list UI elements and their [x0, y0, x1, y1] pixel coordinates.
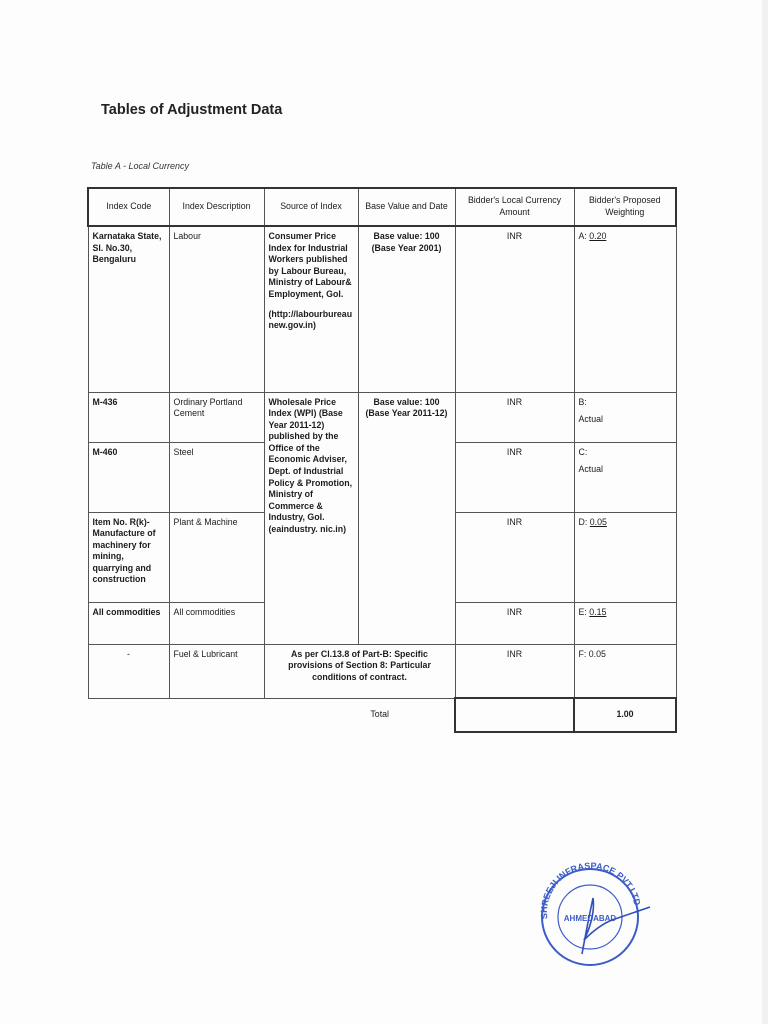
svg-text:AHMEDABAD: AHMEDABAD [563, 914, 617, 923]
cell-weight: F: 0.05 [574, 644, 676, 698]
table-row-cement [88, 392, 676, 442]
total-amount-cell [455, 698, 574, 732]
company-stamp-seal [530, 862, 655, 972]
cell-currency: INR [455, 226, 574, 392]
header-source-of-index: Source of Index [264, 188, 358, 226]
cell-weight [574, 226, 676, 392]
cell-description: Steel [169, 442, 264, 512]
table-row-fuel [88, 644, 676, 698]
cell-code: M-436 [88, 392, 169, 442]
cell-description: Labour [169, 226, 264, 392]
cell-weight [574, 602, 676, 644]
weight-value: 0.05 [589, 516, 607, 527]
weight-value: 0.15 [589, 606, 607, 617]
cell-weight [574, 512, 676, 602]
cell-weight [574, 442, 676, 512]
cell-wpi-base: Base value: 100 (Base Year 2011-12) [358, 392, 455, 644]
total-label: Total [370, 709, 389, 720]
table-row-labour [88, 226, 676, 392]
weight-letter: E: [578, 606, 587, 617]
cell-description: Fuel & Lubricant [169, 644, 264, 698]
weight-letter: B: [578, 396, 587, 407]
cell-code: - [88, 644, 169, 698]
cell-currency: INR [455, 392, 574, 442]
weight-letter: D: [578, 516, 588, 527]
cell-source [264, 226, 358, 392]
table-caption: Table A - Local Currency [91, 161, 190, 171]
source-text: Consumer Price Index for Industrial Workers published by Labour Bureau, Ministry of Labour& Employment, GoI. [268, 231, 352, 299]
header-index-code: Index Code [88, 188, 169, 226]
cell-base: Base value: 100 (Base Year 2001) [358, 226, 455, 392]
cell-weight [574, 392, 676, 442]
document-title: Tables of Adjustment Data [101, 102, 283, 118]
cell-currency: INR [455, 442, 574, 512]
table-row-total [88, 698, 676, 732]
svg-text:SHREEJI INFRASPACE PVT.LTD: SHREEJI INFRASPACE PVT.LTD [538, 862, 643, 920]
cell-fuel-source: As per Cl.13.8 of Part-B: Specific provisions of Section 8: Particular conditions of contract. [264, 644, 455, 698]
total-weight: 1.00 [574, 698, 676, 732]
cell-code: M-460 [88, 442, 169, 512]
cell-currency: INR [455, 602, 574, 644]
weight-value: Actual [578, 464, 603, 475]
source-link: (http://labourbureaunew.gov.in) [268, 308, 353, 331]
cell-description: Plant & Machine [169, 512, 264, 602]
weight-letter: C: [578, 446, 588, 457]
page-edge [762, 0, 768, 1024]
header-proposed-weighting: Bidder's Proposed Weighting [574, 188, 676, 226]
weight-value: Actual [578, 414, 603, 425]
header-index-description: Index Description [169, 188, 264, 226]
cell-currency: INR [455, 644, 574, 698]
cell-code: Karnataka State, Sl. No.30, Bengaluru [88, 226, 169, 392]
cell-description: Ordinary Portland Cement [169, 392, 264, 442]
header-base-value: Base Value and Date [358, 188, 455, 226]
weight-letter: A: [578, 231, 587, 241]
cell-description: All commodities [169, 602, 264, 644]
adjustment-data-table [87, 187, 677, 733]
table-header-row [88, 188, 676, 226]
header-local-currency-amount: Bidder's Local Currency Amount [455, 188, 574, 226]
weight-value: 0.20 [589, 231, 607, 241]
cell-wpi-source: Wholesale Price Index (WPI) (Base Year 2011-12) published by the Office of the Economic Adviser, Dept. of Industrial Policy & Promotion, Ministry of Commerce & Industry, GoI. (eaindustry. nic.in) [264, 392, 358, 644]
cell-code: All commodities [88, 602, 169, 644]
cell-code: Item No. R(k)- Manufacture of machinery for mining, quarrying and construction [88, 512, 169, 602]
cell-currency: INR [455, 512, 574, 602]
